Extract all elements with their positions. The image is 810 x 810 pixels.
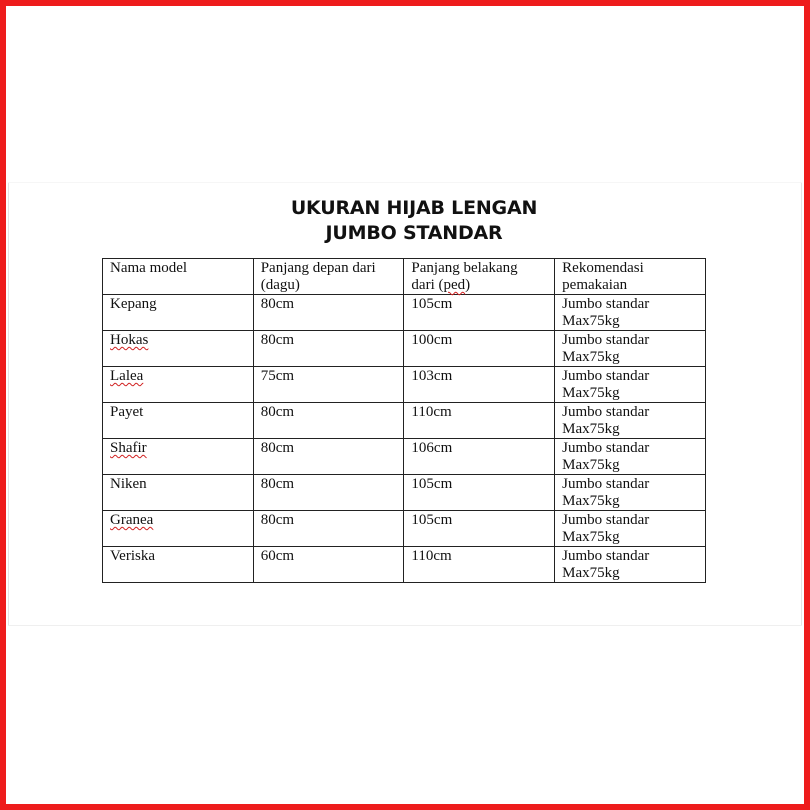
belakang-value: 103cm bbox=[411, 368, 453, 384]
rek-line-1: Jumbo standar bbox=[562, 476, 650, 492]
rek-line-1: Jumbo standar bbox=[562, 512, 650, 528]
rek-line-2: Max75kg bbox=[562, 457, 620, 473]
cell-belakang bbox=[404, 403, 555, 439]
depan-value: 60cm bbox=[260, 548, 295, 564]
belakang-value: 105cm bbox=[411, 296, 453, 312]
rek-line-1: Jumbo standar bbox=[562, 296, 650, 312]
rek-line-2: Max75kg bbox=[562, 421, 620, 437]
belakang-value: 106cm bbox=[411, 440, 453, 456]
table-row bbox=[103, 295, 706, 331]
table-row bbox=[103, 547, 706, 583]
cell-belakang bbox=[404, 439, 555, 475]
table-row bbox=[103, 439, 706, 475]
cell-rekomendasi bbox=[555, 475, 706, 511]
cell-rekomendasi bbox=[555, 403, 706, 439]
depan-value: 80cm bbox=[260, 512, 295, 528]
header-panjang-belakang bbox=[404, 259, 555, 295]
model-name: Kepang bbox=[110, 296, 157, 312]
cell-rekomendasi bbox=[555, 511, 706, 547]
depan-value: 75cm bbox=[260, 368, 295, 384]
depan-value: 80cm bbox=[260, 296, 295, 312]
cell-depan bbox=[253, 367, 404, 403]
rek-line-1: Jumbo standar bbox=[562, 440, 650, 456]
header-text: Panjang belakang bbox=[411, 260, 518, 276]
header-text-ped: ped bbox=[443, 277, 466, 293]
cell-model bbox=[103, 403, 254, 439]
header-text-close: ) bbox=[465, 277, 471, 293]
table-row bbox=[103, 403, 706, 439]
title-line-1: UKURAN HIJAB LENGAN bbox=[290, 197, 538, 219]
table-row bbox=[103, 511, 706, 547]
depan-value: 80cm bbox=[260, 332, 295, 348]
header-text: Panjang depan dari bbox=[260, 260, 376, 276]
rek-line-2: Max75kg bbox=[562, 493, 620, 509]
cell-model bbox=[103, 331, 254, 367]
header-rekomendasi bbox=[555, 259, 706, 295]
rek-line-1: Jumbo standar bbox=[562, 548, 650, 564]
rek-line-2: Max75kg bbox=[562, 529, 620, 545]
model-name: Payet bbox=[110, 404, 144, 420]
header-text: pemakaian bbox=[562, 277, 628, 293]
header-text-dari: dari ( bbox=[411, 277, 444, 293]
page-title bbox=[0, 196, 810, 246]
model-name: Hokas bbox=[110, 332, 149, 348]
cell-belakang bbox=[404, 331, 555, 367]
belakang-value: 105cm bbox=[411, 512, 453, 528]
rek-line-2: Max75kg bbox=[562, 385, 620, 401]
belakang-value: 105cm bbox=[411, 476, 453, 492]
cell-model bbox=[103, 295, 254, 331]
cell-depan bbox=[253, 439, 404, 475]
cell-model bbox=[103, 439, 254, 475]
belakang-value: 100cm bbox=[411, 332, 453, 348]
header-nama-model bbox=[103, 259, 254, 295]
cell-model bbox=[103, 547, 254, 583]
belakang-value: 110cm bbox=[411, 548, 452, 564]
model-name: Granea bbox=[110, 512, 154, 528]
cell-model bbox=[103, 511, 254, 547]
cell-depan bbox=[253, 403, 404, 439]
rek-line-2: Max75kg bbox=[562, 565, 620, 581]
rek-line-2: Max75kg bbox=[562, 349, 620, 365]
cell-belakang bbox=[404, 367, 555, 403]
header-text: Nama model bbox=[110, 260, 188, 276]
rek-line-2: Max75kg bbox=[562, 313, 620, 329]
cell-depan bbox=[253, 511, 404, 547]
cell-rekomendasi bbox=[555, 439, 706, 475]
cell-depan bbox=[253, 547, 404, 583]
model-name: Lalea bbox=[110, 368, 144, 384]
cell-belakang bbox=[404, 511, 555, 547]
cell-belakang bbox=[404, 547, 555, 583]
model-name: Shafir bbox=[110, 440, 147, 456]
cell-rekomendasi bbox=[555, 331, 706, 367]
cell-rekomendasi bbox=[555, 547, 706, 583]
rek-line-1: Jumbo standar bbox=[562, 368, 650, 384]
rek-line-1: Jumbo standar bbox=[562, 404, 650, 420]
title-line-2: JUMBO STANDAR bbox=[325, 222, 503, 244]
table-header-row bbox=[103, 259, 706, 295]
header-text: (dagu) bbox=[260, 277, 300, 293]
depan-value: 80cm bbox=[260, 404, 295, 420]
header-text: Rekomendasi bbox=[562, 260, 644, 276]
table-row bbox=[103, 475, 706, 511]
cell-rekomendasi bbox=[555, 295, 706, 331]
depan-value: 80cm bbox=[260, 476, 295, 492]
size-table bbox=[102, 258, 706, 583]
rek-line-1: Jumbo standar bbox=[562, 332, 650, 348]
cell-model bbox=[103, 367, 254, 403]
cell-depan bbox=[253, 331, 404, 367]
header-text bbox=[411, 277, 548, 294]
cell-belakang bbox=[404, 295, 555, 331]
depan-value: 80cm bbox=[260, 440, 295, 456]
cell-belakang bbox=[404, 475, 555, 511]
header-panjang-depan bbox=[253, 259, 404, 295]
cell-rekomendasi bbox=[555, 367, 706, 403]
cell-depan bbox=[253, 295, 404, 331]
cell-depan bbox=[253, 475, 404, 511]
table-row bbox=[103, 331, 706, 367]
model-name: Niken bbox=[110, 476, 147, 492]
cell-model bbox=[103, 475, 254, 511]
model-name: Veriska bbox=[110, 548, 155, 564]
table-row bbox=[103, 367, 706, 403]
belakang-value: 110cm bbox=[411, 404, 452, 420]
